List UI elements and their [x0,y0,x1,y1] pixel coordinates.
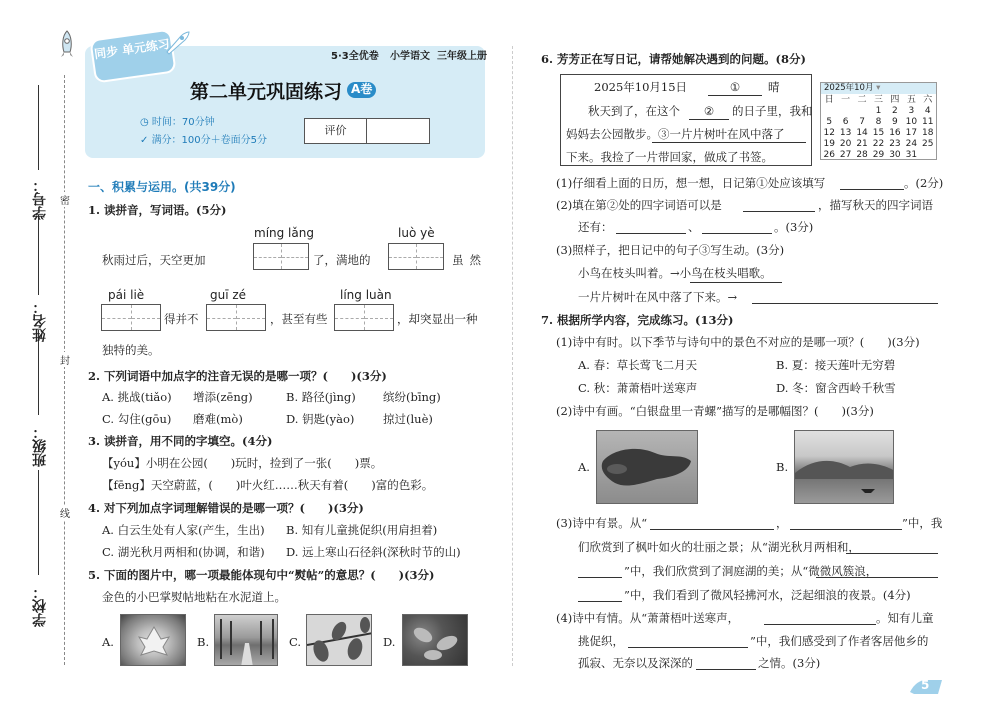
calendar-day[interactable]: 17 [905,128,918,138]
diary-line3: 下来。我捡了一片带回家，做成了书签。 [566,150,773,164]
page-number: 5 [921,678,930,692]
calendar-day[interactable]: 5 [826,117,833,127]
q1-line2-c: ，却突显出一种 [397,312,478,326]
q4-stem: 4. 对下列加点字词理解错误的是哪一项？( )(3分) [88,501,364,515]
calendar-day[interactable]: 16 [889,128,901,138]
q6-sub1: (1)仔细看上面的日历，想一想，日记第①处应该填写 [556,176,826,190]
tian-box-pailie[interactable] [101,304,161,331]
q2-option-a-2: 增添(zēng) [193,390,253,404]
q5-image-b-tree-lined-road[interactable] [214,614,278,666]
q3-line1[interactable]: 【yóu】小明在公园( )玩时，捡到了一张( )票。 [102,456,383,470]
calendar-day[interactable]: 2 [892,106,898,116]
q7-sub4-blank-2[interactable] [628,635,748,648]
school-line[interactable] [38,470,39,575]
tian-box-lingluan[interactable] [334,304,394,331]
calendar-day[interactable]: 11 [922,117,934,127]
calendar-day[interactable]: 31 [905,150,918,160]
q2-option-c[interactable]: C. 勾住(gōu) [102,412,172,426]
pinyin-pailie: pái liè [108,288,145,302]
calendar-day[interactable]: 25 [922,139,934,149]
q1-line1-b: 了，满地的 [313,253,371,267]
calendar-head: 一 [841,95,851,105]
subject-label: 小学语文 [390,51,430,62]
q2-option-b-2: 缤纷(bīng) [383,390,441,404]
q2-option-b[interactable]: B. 路径(jìng) [286,390,356,404]
q7-stem: 7. 根据所学内容，完成练习。(13分) [541,313,734,327]
q6-sub2-blank-3[interactable] [702,221,772,234]
calendar-head: 二 [857,95,867,105]
calendar-day[interactable]: 9 [892,117,898,127]
q5-image-c-leaves-on-branch[interactable] [306,614,372,666]
q6-sub2-c: 还有： [578,220,613,234]
evaluation-label: 评价 [305,119,367,143]
q7-image-b-label[interactable]: B. [776,460,789,474]
q6-sub1-score: 。(2分) [904,176,944,190]
name-label: 姓名： [32,300,48,342]
q7-sub4-c: 挑促织， [578,634,624,648]
q6-sub3: (3)照样子，把日记中的句子③写生动。(3分) [556,243,785,257]
school-label: 学校： [32,585,48,627]
q7-image-b-misty-lake[interactable] [794,430,894,504]
q4-option-d[interactable]: D. 远上寒山石径斜(深秋时节的山) [286,545,461,559]
check-icon: ✓ [140,135,152,146]
q7-sub4-e: 孤寂、无奈以及深深的 [578,656,693,670]
class-label: 班级： [32,425,48,467]
q4-option-c[interactable]: C. 湖光秋月两相和(协调，和谐) [102,545,265,559]
clock-icon: ◷ [140,117,152,128]
page-title: 第二单元巩固练习 [190,81,343,103]
calendar-day[interactable]: 30 [889,150,901,160]
tian-box-guize[interactable] [206,304,266,331]
q5-image-a-leaf-in-water[interactable] [120,614,186,666]
q7-sub2: (2)诗中有画。“白银盘里一青螺”描写的是哪幅图？( )(3分) [556,404,874,418]
q7-sub3-blank-4[interactable] [578,565,622,578]
calendar-day[interactable]: 10 [905,117,918,127]
rocket-icon [58,30,76,63]
calendar-day[interactable]: 24 [905,139,918,149]
q7-sub3-blank-6[interactable] [578,589,622,602]
calendar-day[interactable]: 4 [924,106,931,116]
calendar-day [920,150,936,161]
q1-line2-a: 得并不 [164,312,199,326]
q7-option-c[interactable]: C. 秋：萧萧梧叶送寒声 [578,381,698,395]
calendar-day[interactable]: 14 [856,128,868,138]
q5-option-d-label[interactable]: D. [383,635,396,649]
q7-sub3-blank-2[interactable] [790,517,902,530]
q5-option-b-label[interactable]: B. [197,635,210,649]
binding-margin [0,0,80,719]
q7-sub3-blank-5[interactable] [816,565,938,578]
rocket-icon [163,30,191,59]
calendar-day[interactable]: 12 [823,128,835,138]
calendar-day[interactable]: 7 [859,117,865,127]
calendar-day[interactable]: 22 [872,139,885,149]
q7-sub3-comma: ， [776,516,788,530]
q1-line1-c: 虽然 [452,253,487,267]
diary-date: 2025年10月15日 [594,80,688,94]
q6-sub2-blank[interactable] [743,199,815,212]
q7-option-d[interactable]: D. 冬：窗含西岭千秋雪 [776,381,896,395]
seal-mark-1: 密 [60,192,70,207]
q7-sub3-d: 们欣赏到了枫叶如火的壮丽之景；从“湖光秋月两相和， [578,540,860,554]
q5-option-c-label[interactable]: C. [289,635,302,649]
calendar-day[interactable]: 28 [856,150,868,160]
q2-option-c-2: 磨难(mò) [193,412,243,426]
full-score: ✓ 满分：100分＋卷面分5分 [140,135,268,146]
diary-blank-2-label[interactable]: ② [689,104,729,120]
q2-option-a[interactable]: A. 挑战(tiǎo) [102,390,172,404]
q5-stem: 5. 下面的图片中，哪一项最能体现句中“熨帖”的意思？( )(3分) [88,568,435,582]
evaluation-box [304,118,430,144]
q7-option-a[interactable]: A. 春：草长莺飞二月天 [578,358,698,372]
pinyin-guize: guī zé [210,288,247,302]
student-id-label: 学号： [32,178,48,220]
calendar-day [821,106,837,117]
q7-sub4-b: 。知有儿童 [876,611,934,625]
column-divider [512,46,513,666]
q6-sub2-b: ，描写秋天的四字词语 [818,198,933,212]
q7-sub4-f: 之情。(3分) [758,656,821,670]
q6-sub2: (2)填在第②处的四字词语可以是 [556,198,722,212]
seal-line [64,75,65,665]
grade-label: 三年级上册 [437,51,487,62]
calendar-head: 五 [906,95,916,105]
calendar-day[interactable]: 26 [823,150,835,160]
q1-line2-b: ，甚至有些 [270,312,328,326]
q7-sub4-blank-1[interactable] [764,612,876,625]
q1-stem: 1. 读拼音，写词语。(5分) [88,203,227,217]
tian-box-luoye[interactable] [388,243,444,270]
calendar-head: 六 [923,95,933,105]
q6-sub2-score: 。(3分) [774,220,814,234]
time-limit: ◷ 时间：70分钟 [140,117,215,128]
q7-sub3-f: ”中，我们看到了微风轻拂河水，泛起细浪的夜景。(4分) [624,588,911,602]
q5-image-d-leaves-pile[interactable] [402,614,468,666]
q7-sub3-blank-3[interactable] [846,541,938,554]
seal-mark-3: 线 [60,505,70,520]
q3-line2[interactable]: 【fēng】天空蔚蓝，( )叶火红……秋天有着( )富的色彩。 [102,478,434,492]
calendar-day[interactable]: 21 [856,139,868,149]
q6-sub1-blank[interactable] [840,177,904,190]
pinyin-lingluan: líng luàn [340,288,392,302]
diary-sentence-3-underline [652,142,806,143]
dropdown-icon: ▾ [876,83,881,93]
q6-sub2-blank-2[interactable] [616,221,686,234]
q7-option-b[interactable]: B. 夏：接天莲叶无穷碧 [776,358,896,372]
pinyin-minglang: míng lǎng [254,226,314,240]
calendar-day[interactable]: 6 [842,117,849,127]
q6-rewrite-prompt: 一片片树叶在风中落了下来。→ [578,290,738,304]
q1-line1-a: 秋雨过后，天空更加 [102,253,206,267]
calendar-day[interactable]: 18 [922,128,934,138]
q2-option-d-2: 掠过(luè) [383,412,433,426]
q7-sub3: (3)诗中有景。从“ [556,516,648,530]
calendar-day[interactable]: 20 [839,139,852,149]
q2-stem: 2. 下列词语中加点字的注音无误的是哪一项？( )(3分) [88,369,387,383]
q6-example-underline [690,282,782,283]
q7-sub4-blank-3[interactable] [696,657,756,670]
q7-sub3-blank-1[interactable] [650,517,774,530]
q6-stem: 6. 芳芳正在写日记，请帮她解决遇到的问题。(8分) [541,52,806,66]
q4-option-a[interactable]: A. 白云生处有人家(产生，生出) [102,523,265,537]
q5-option-a-label[interactable]: A. [102,635,114,649]
tian-box-minglang[interactable] [253,243,309,270]
diary-blank-1-label[interactable]: ① [708,80,762,96]
calendar-day [854,106,870,117]
calendar-day[interactable]: 23 [889,139,901,149]
calendar-day[interactable]: 1 [875,106,882,116]
q6-rewrite-answer[interactable] [752,291,938,304]
series-label: 5·3全优卷 [331,51,379,62]
diary-line1-b: 的日子里，我和 [732,104,813,118]
evaluation-field[interactable] [367,119,429,143]
calendar-title[interactable]: 2025年10月 ▾ [821,83,936,94]
class-line[interactable] [38,330,39,415]
calendar-head: 三 [873,95,883,105]
q7-sub4: (4)诗中有情。从“萧萧梧叶送寒声， [556,611,740,625]
q3-stem: 3. 读拼音，用不同的字填空。(4分) [88,434,273,448]
diary-line1: 秋天到了，在这个 [588,104,680,118]
q7-image-a-island-aerial[interactable] [596,430,698,504]
pinyin-luoye: luò yè [398,226,435,240]
version-badge: A卷 [347,82,376,98]
q6-example: 小鸟在枝头叫着。→小鸟在枝头唱歌。 [578,266,772,280]
calendar-day[interactable]: 27 [839,150,852,160]
unit-practice-badge: 同步 单元练习 [89,29,176,84]
q7-image-a-label[interactable]: A. [578,460,590,474]
q7-sub3-e: ”中，我们欣赏到了洞庭湖的美；从“微微风簇浪， [624,564,878,578]
calendar-grid [821,94,936,161]
seal-mark-2: 封 [60,352,70,367]
q2-option-d[interactable]: D. 钥匙(yào) [286,412,355,426]
q7-sub3-c: ”中，我 [902,516,943,530]
calendar-day[interactable]: 29 [872,150,885,160]
diary-weather: 晴 [768,80,780,94]
calendar-day[interactable]: 15 [872,128,885,138]
q5-sentence: 金色的小巴掌熨帖地粘在水泥道上。 [102,590,286,604]
q6-sub2-sep: 、 [688,220,700,234]
calendar [820,82,937,160]
q1-line3: 独特的美。 [102,343,160,357]
q7-sub1: (1)诗中有时。以下季节与诗句中的景色不对应的是哪一项？( )(3分) [556,335,920,349]
diary-line2: 妈妈去公园散步。③一片片树叶在风中落了 [566,127,785,141]
calendar-day[interactable]: 19 [823,139,835,149]
q4-option-b[interactable]: B. 知有儿童挑促织(用肩担着) [286,523,438,537]
student-id-line[interactable] [38,85,39,170]
calendar-head: 四 [890,95,900,105]
calendar-day[interactable]: 3 [908,106,915,116]
calendar-day [837,106,853,117]
calendar-day[interactable]: 8 [875,117,882,127]
name-line[interactable] [38,215,39,295]
calendar-day[interactable]: 13 [839,128,852,138]
q7-sub4-d: ”中，我们感受到了作者客居他乡的 [750,634,929,648]
calendar-head: 日 [824,95,834,105]
section-1-heading: 一、积累与运用。(共39分) [88,180,236,194]
